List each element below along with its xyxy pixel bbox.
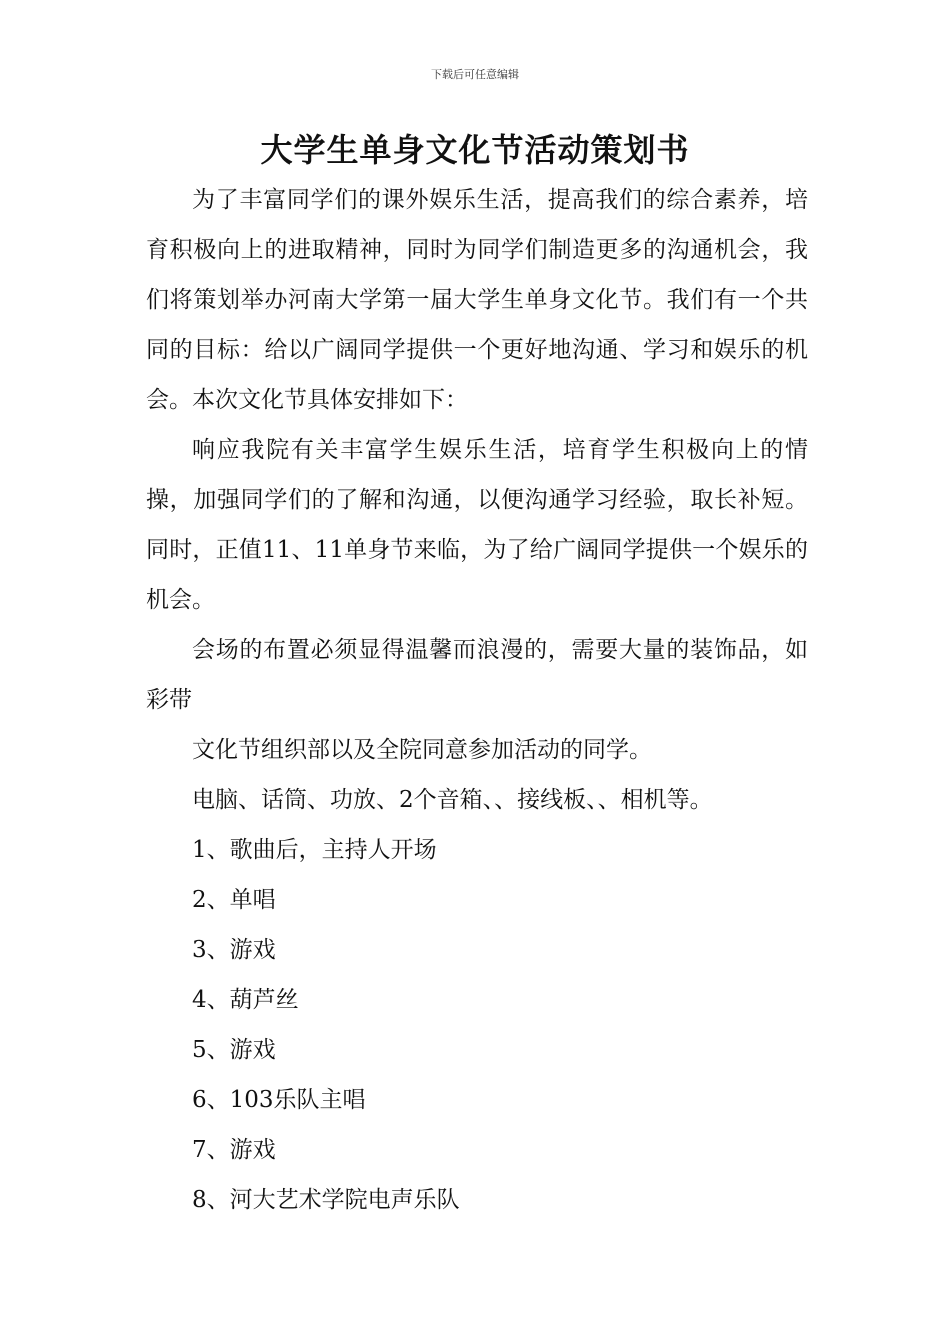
header-note: 下载后可任意编辑 [431,68,519,81]
program-item: 8、河大艺术学院电声乐队 [192,1187,460,1213]
program-item: 4、葫芦丝 [192,987,299,1013]
document-title: 大学生单身文化节活动策划书 [260,131,690,169]
program-item: 3、游戏 [192,937,276,963]
program-item: 2、单唱 [192,887,276,913]
program-item: 5、游戏 [192,1037,276,1063]
document-body [146,175,808,1225]
participants-line: 文化节组织部以及全院同意参加活动的同学。 [192,737,652,763]
paragraph-venue: 会场的布置必须显得温馨而浪漫的，需要大量的装饰品，如彩带 [146,637,808,713]
program-item: 6、103乐队主唱 [192,1087,366,1113]
paragraph-intro: 为了丰富同学们的课外娱乐生活，提高我们的综合素养，培育积极向上的进取精神，同时为同学们制造更多的沟通机会，我们将策划举办河南大学第一届大学生单身文化节。我们有一个共同的目标：给以广阔同学提供一个更好地沟通、学习和娱乐的机会。本次文化节具体安排如下： [146,187,808,413]
paragraph-purpose: 响应我院有关丰富学生娱乐生活，培育学生积极向上的情操，加强同学们的了解和沟通，以便沟通学习经验，取长补短。同时，正值11、11单身节来临，为了给广阔同学提供一个娱乐的机会。 [146,437,808,613]
equipment-line: 电脑、话筒、功放、2个音箱、、接线板、、相机等。 [192,787,713,813]
program-item: 1、歌曲后，主持人开场 [192,837,437,863]
program-item: 7、游戏 [192,1137,276,1163]
